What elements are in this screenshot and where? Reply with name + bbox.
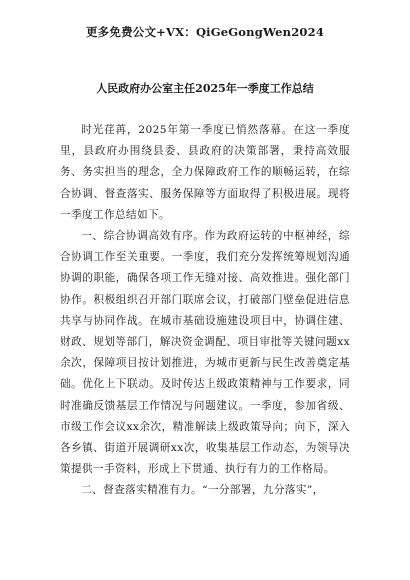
paragraph-intro: 时光荏苒，2025年第一季度已悄然落幕。在这一季度里，县政府办围绕县委、县政府的决策部署，秉持高效服务、务实担当的理念，全力保障政府工作的顺畅运转，在综合协调、督查落实、服务保障等方面取得了积极进展。现将一季度工作总结如下。 [60,124,350,221]
document-title: 人民政府办公室主任2025年一季度工作总结 [96,82,314,95]
paragraph-supervision: 二、督查落实精准有力。“一分部署，九分落实”， [81,484,324,497]
promo-header: 更多免费公文+VX：QiGeGongWen2024 [85,25,325,39]
document-body [60,120,350,502]
paragraph-coordination: 一、综合协调高效有序。作为政府运转的中枢神经，综合协调工作至关重要。一季度，我们充分发挥统筹规划沟通协调的职能，确保各项工作无缝对接、高效推进。强化部门协作。积极组织召开部门联席会议，打破部门壁垒促进信息共享与协同作战。在城市基础设施建设项目中，协调住建、财政、规划等部门，解决资金调配、项目审批等关键问题xx余次，保障项目按计划推进，为城市更新与民生改善奠定基础。优化上下联动。及时传达上级政策精神与工作要求，同时准确反馈基层工作情况与问题建议。一季度，参加省级、市级工作会议xx余次，精准解读上级政策导向；向下，深入各乡镇、街道开展调研xx次，收集基层工作动态，为领导决策提供一手资料，形成上下贯通、执行有力的工作格局。 [60,230,350,476]
